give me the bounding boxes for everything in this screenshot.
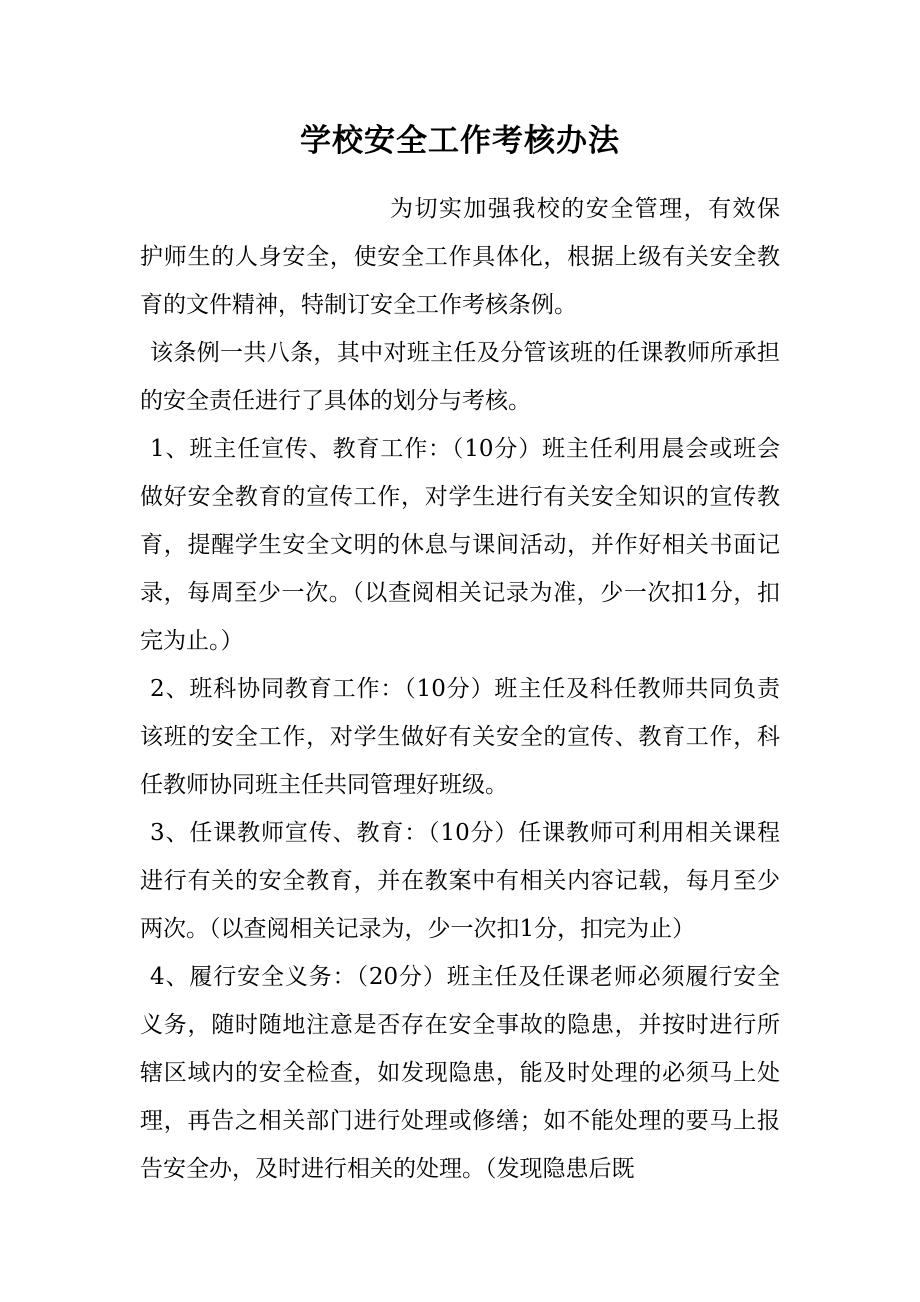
paragraph-intro: 为切实加强我校的安全管理，有效保护师生的人身安全，使安全工作具体化，根据上级有关安全教育的文件精神，特制订安全工作考核条例。 [140,196,780,318]
paragraph-overview: 该条例一共八条，其中对班主任及分管该班的任课教师所承担的安全责任进行了具体的划分与考核。 [140,340,780,414]
document-body [140,185,780,1193]
paragraph-item-4: 4、履行安全义务：（20分）班主任及任课老师必须履行安全义务，随时随地注意是否存在安全事故的隐患，并按时进行所辖区域内的安全检查，如发现隐患，能及时处理的必须马上处理，再告之相关部门进行处理或修缮；如不能处理的要马上报告安全办，及时进行相关的处理。（发现隐患后既 [140,964,780,1182]
paragraph-item-2: 2、班科协同教育工作：（10分）班主任及科任教师共同负责该班的安全工作，对学生做好有关安全的宣传、教育工作，科任教师协同班主任共同管理好班级。 [140,676,780,798]
paragraph-item-3: 3、任课教师宣传、教育：（10分）任课教师可利用相关课程进行有关的安全教育，并在教案中有相关内容记载，每月至少两次。（以查阅相关记录为，少一次扣1分，扣完为止） [140,820,780,942]
paragraph-item-1: 1、班主任宣传、教育工作：（10分）班主任利用晨会或班会做好安全教育的宣传工作，对学生进行有关安全知识的宣传教育，提醒学生安全文明的休息与课间活动，并作好相关书面记录，每周至少一次。（以查阅相关记录为准，少一次扣1分，扣完为止。） [140,436,780,654]
document-title: 学校安全工作考核办法 [300,123,620,159]
